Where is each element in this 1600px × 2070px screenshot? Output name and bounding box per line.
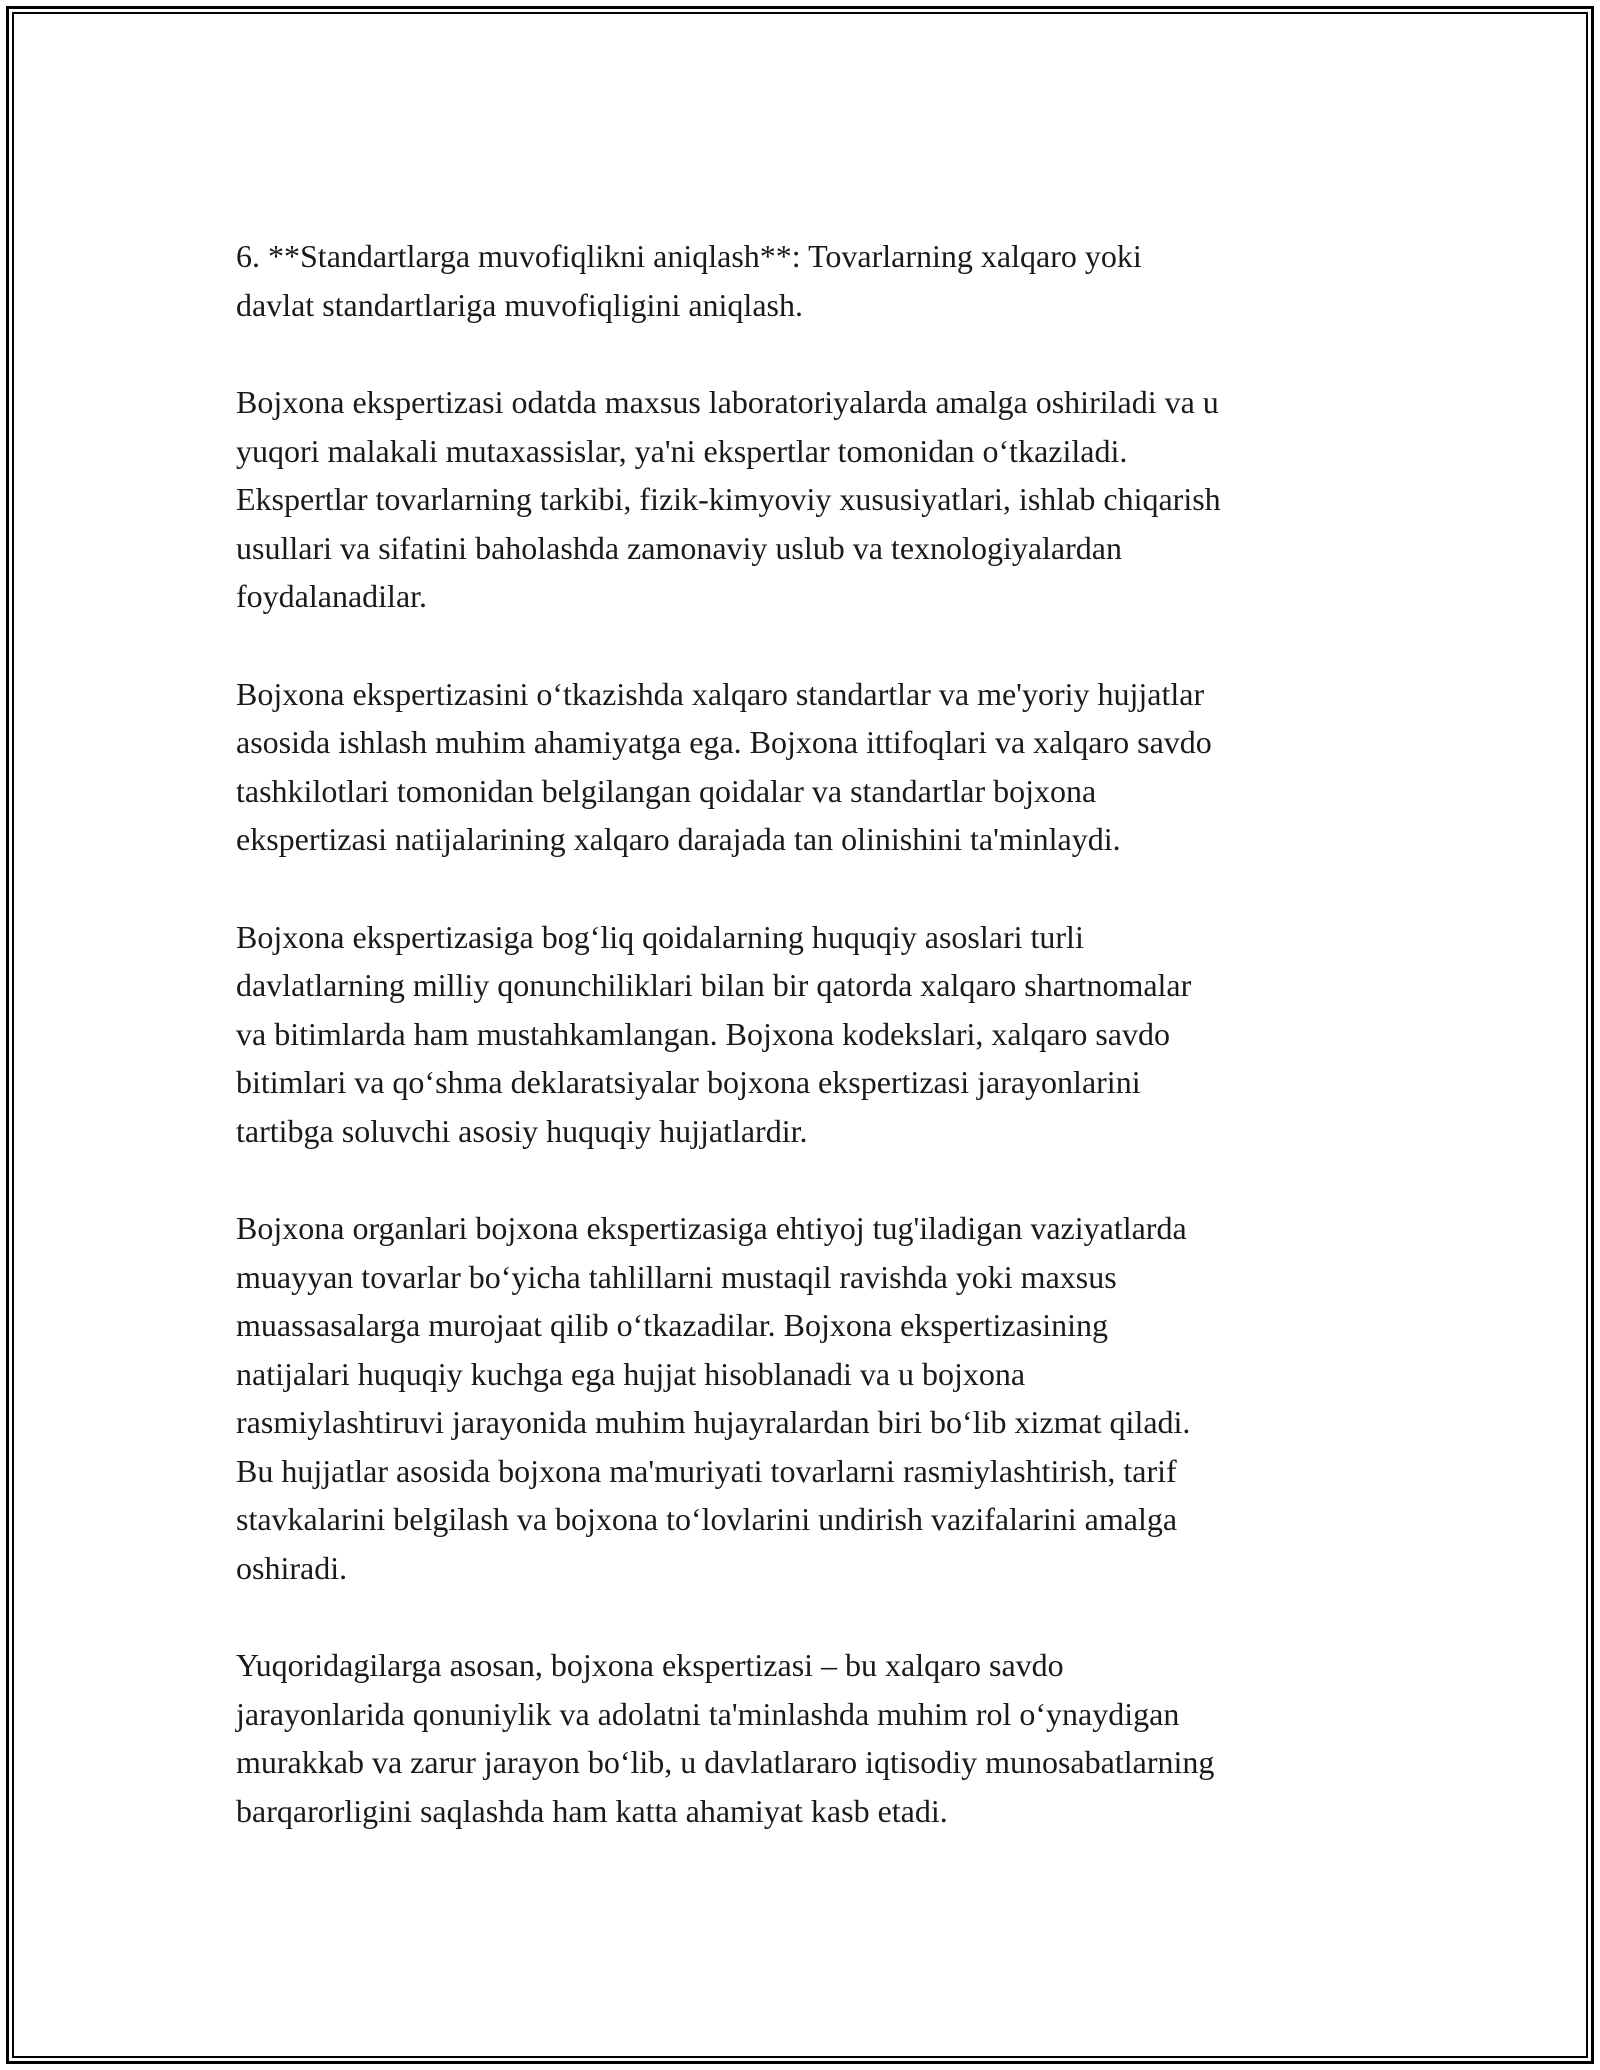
paragraph-conclusion: Yuqoridagilarga asosan, bojxona ekspertizasi – bu xalqaro savdo jarayonlarida qonuniylik va adolatni ta'minlashda muhim rol o‘ynaydigan murakkab va zarur jarayon bo‘lib, u davlatlararo iqtisodiy munosabatlarning barqarorligini saqlashda ham katta ahamiyat kasb etadi.	[236, 1647, 1215, 1829]
paragraph-customs-authorities: Bojxona organlari bojxona ekspertizasiga ehtiyoj tug'iladigan vaziyatlarda muayyan tovarlar bo‘yicha tahlillarni mustaqil ravishda yoki maxsus muassasalarga murojaat qilib o‘tkazadilar. Bojxona ekspertizasining natijalari huquqiy kuchga ega hujjat hisoblanadi va u bojxona rasmiylashtiruvi jarayonida muhim hujayralardan biri bo‘lib xizmat qiladi. Bu hujjatlar asosida bojxona ma'muriyati tovarlarni rasmiylashtirish, tarif stavkalarini belgilash va bojxona to‘lovlarini undirish vazifalarini amalga oshiradi.	[236, 1210, 1191, 1586]
paragraph-laboratory-expertise: Bojxona ekspertizasi odatda maxsus laboratoriyalarda amalga oshiriladi va u yuqori malakali mutaxassislar, ya'ni ekspertlar tomonidan o‘tkaziladi. Ekspertlar tovarlarning tarkibi, fizik-kimyoviy xususiyatlari, ishlab chiqarish usullari va sifatini baholashda zamonaviy uslub va texnologiyalardan foydalanadilar.	[236, 384, 1221, 614]
paragraph-standards-compliance: 6. **Standartlarga muvofiqlikni aniqlash**: Tovarlarning xalqaro yoki davlat standartlariga muvofiqligini aniqlash.	[236, 238, 1142, 323]
paragraph-legal-basis: Bojxona ekspertizasiga bog‘liq qoidalarning huquqiy asoslari turli davlatlarning milliy qonunchiliklari bilan bir qatorda xalqaro shartnomalar va bitimlarda ham mustahkamlangan. Bojxona kodekslari, xalqaro savdo bitimlari va qo‘shma deklaratsiyalar bojxona ekspertizasi jarayonlarini tartibga soluvchi asosiy huquqiy hujjatlardir.	[236, 918, 1192, 1149]
document-body	[236, 232, 1376, 1884]
paragraph-international-standards: Bojxona ekspertizasini o‘tkazishda xalqaro standartlar va me'yoriy hujjatlar asosida ishlash muhim ahamiyatga ega. Bojxona ittifoqlari va xalqaro savdo tashkilotlari tomonidan belgilangan qoidalar va standartlar bojxona ekspertizasi natijalarining xalqaro darajada tan olinishini ta'minlaydi.	[236, 675, 1212, 857]
